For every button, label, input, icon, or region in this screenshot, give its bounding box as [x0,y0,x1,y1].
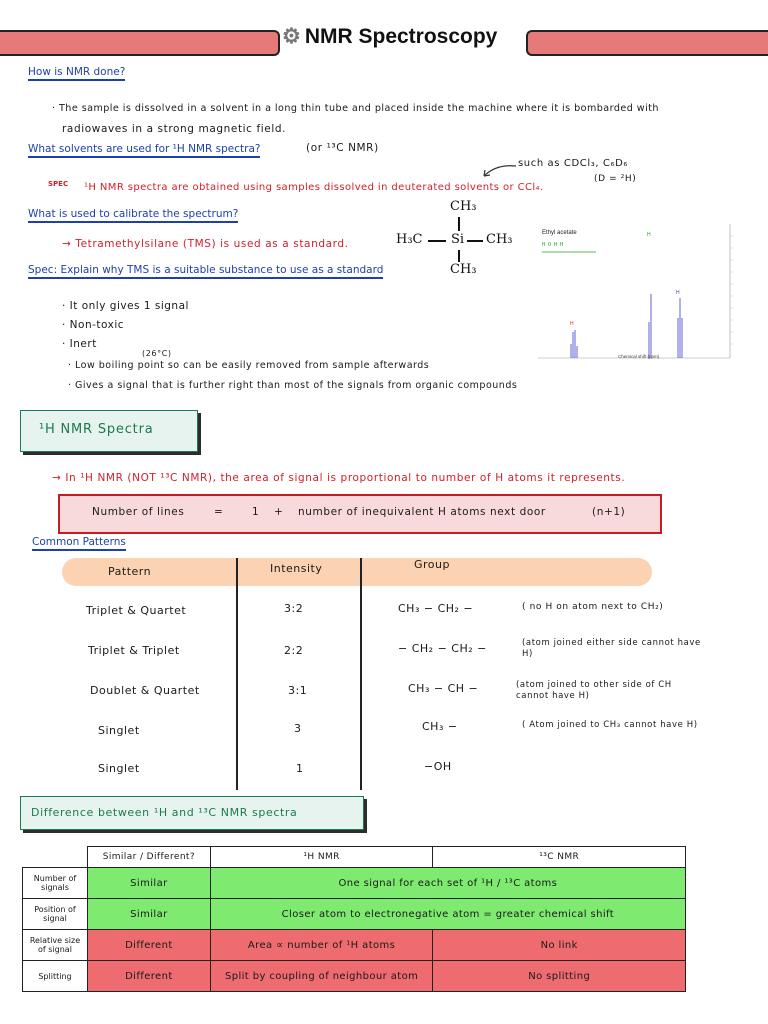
rule-number-of-lines: Number of lines [92,506,185,518]
comparison-h-nmr-cell: Area ∝ number of ¹H atoms [210,930,433,961]
q1-heading: How is NMR done? [28,66,125,81]
tms-bond-right [467,240,483,242]
spectrum-title: Ethyl acetate [542,230,577,236]
reason-signal-right: · Gives a signal that is further right than most of the signals from organic compounds [68,380,518,391]
deuterium-note: (D = ²H) [594,174,637,184]
q1-line2: radiowaves in a strong magnetic field. [62,123,287,135]
pattern-row-2-group: − CH₂ − CH₂ − [398,642,487,655]
boiling-point-note: (26°C) [142,349,172,358]
page-title-text: NMR Spectroscopy [304,25,498,48]
spectrum-peak-label-right: H [676,290,680,296]
pattern-row-4-name: Singlet [98,724,140,737]
pattern-row-2-name: Triplet & Triplet [88,644,180,657]
tms-bond-left [428,240,446,242]
tms-bond-bottom [458,250,460,262]
rule-n-plus-one: (n+1) [592,506,626,518]
pattern-row-3-name: Doublet & Quartet [90,684,200,697]
q2-answer: ¹H NMR spectra are obtained using samples dissolved in deuterated solvents or CCl₄. [84,182,544,193]
comparison-row-splitting [23,961,686,992]
h-nmr-heading-box [20,410,198,452]
patterns-heading: Common Patterns [32,536,126,551]
pattern-row-5-group: −OH [424,760,452,773]
comparison-row-label: Number of signals [23,868,88,899]
spec-tag: SPEC [48,180,69,188]
comparison-header-h-nmr: ¹H NMR [210,847,433,868]
pattern-row-3-note: (atom joined to other side of CH cannot have H) [516,680,672,701]
reason-one-signal: · It only gives 1 signal [62,300,189,312]
pattern-row-2-intensity: 2:2 [284,644,304,657]
rule-one: 1 [252,506,260,518]
pattern-row-1-note: ( no H on atom next to CH₂) [522,602,664,612]
q3-answer: → Tetramethylsilane (TMS) is used as a standard. [62,238,349,250]
patterns-header-group: Group [414,558,450,571]
rule-inequivalent: number of inequivalent H atoms next door [298,506,546,518]
tms-right-methyl: CH₃ [486,232,513,247]
pattern-row-1-intensity: 3:2 [284,602,304,615]
patterns-divider-2 [360,558,362,790]
patterns-header-intensity: Intensity [270,562,323,575]
h-nmr-statement: → In ¹H NMR (NOT ¹³C NMR), the area of signal is proportional to number of H atoms it represents. [52,472,626,484]
reason-inert: · Inert [62,338,97,350]
comparison-similar-cell: Similar [87,868,210,899]
pattern-row-2-note: (atom joined either side cannot have H) [522,638,701,659]
title-bar-right [526,30,768,56]
gear-icon: ⚙ [282,25,301,48]
comparison-similar-cell: Similar [87,899,210,930]
ethyl-acetate-spectrum [536,222,740,374]
page-title [282,24,497,49]
nmr-comparison-table [22,846,686,992]
reason-low-boiling-point: · Low boiling point so can be easily removed from sample afterwards [68,360,430,371]
spectrum-structure-label: H O H H [542,242,564,248]
q3-heading: What is used to calibrate the spectrum? [28,208,238,223]
comparison-row-label: Position of signal [23,899,88,930]
patterns-divider-1 [236,558,238,790]
tms-left-methyl: H₃C [396,232,423,247]
q1-line1: · The sample is dissolved in a solvent in a long thin tube and placed inside the machine where it is bombarded with [52,103,659,114]
comparison-row-relative-size [23,930,686,961]
title-bar-left [0,30,280,56]
comparison-h-nmr-cell: Split by coupling of neighbour atom [210,961,433,992]
comparison-merged-cell: One signal for each set of ¹H / ¹³C atoms [210,868,685,899]
comparison-different-cell: Different [87,961,210,992]
h-nmr-heading: ¹H NMR Spectra [39,422,154,437]
comparison-header-c-nmr: ¹³C NMR [433,847,686,868]
tms-top-methyl: CH₃ [450,199,477,214]
spectrum-peak-label-mid: H [647,232,651,238]
difference-heading: Difference between ¹H and ¹³C NMR spectra [31,806,298,819]
comparison-c-nmr-cell: No link [433,930,686,961]
spectrum-peak-label-left: H [570,321,574,327]
reason-non-toxic: · Non-toxic [62,319,125,331]
pattern-row-5-intensity: 1 [296,762,304,775]
comparison-merged-cell: Closer atom to electronegative atom = greater chemical shift [210,899,685,930]
comparison-different-cell: Different [87,930,210,961]
comparison-row-position-of-signal [23,899,686,930]
pattern-row-3-intensity: 3:1 [288,684,308,697]
pattern-row-4-group: CH₃ − [422,720,458,733]
patterns-header-row [62,558,652,586]
comparison-row-label: Splitting [23,961,88,992]
comparison-header-blank [23,847,88,868]
rule-plus: + [274,506,284,518]
rule-equals: = [214,506,224,518]
pattern-row-3-group: CH₃ − CH − [408,682,479,695]
solvent-note: such as CDCl₃, C₆D₆ [518,158,628,169]
q2-aside: (or ¹³C NMR) [306,142,379,154]
tms-bond-top [458,217,460,231]
comparison-row-number-of-signals [23,868,686,899]
tms-bottom-methyl: CH₃ [450,262,477,277]
pattern-row-4-intensity: 3 [294,722,302,735]
spectrum-xlabel: Chemical shift (ppm) [618,354,660,359]
pattern-row-1-group: CH₃ − CH₂ − [398,602,474,615]
comparison-header-row [23,847,686,868]
tms-silicon: Si [451,232,465,247]
patterns-header-pattern: Pattern [108,565,152,578]
q2-heading: What solvents are used for ¹H NMR spectra? [28,143,260,158]
curved-arrow-icon [476,160,518,182]
pattern-row-1-name: Triplet & Quartet [86,604,187,617]
pattern-row-4-note: ( Atom joined to CH₃ cannot have H) [522,720,698,730]
comparison-row-label: Relative size of signal [23,930,88,961]
q4-heading: Spec: Explain why TMS is a suitable substance to use as a standard [28,264,383,279]
difference-heading-box [20,796,364,830]
comparison-c-nmr-cell: No splitting [433,961,686,992]
comparison-header-similar-different: Similar / Different? [87,847,210,868]
n-plus-one-rule-box [58,494,662,534]
pattern-row-5-name: Singlet [98,762,140,775]
